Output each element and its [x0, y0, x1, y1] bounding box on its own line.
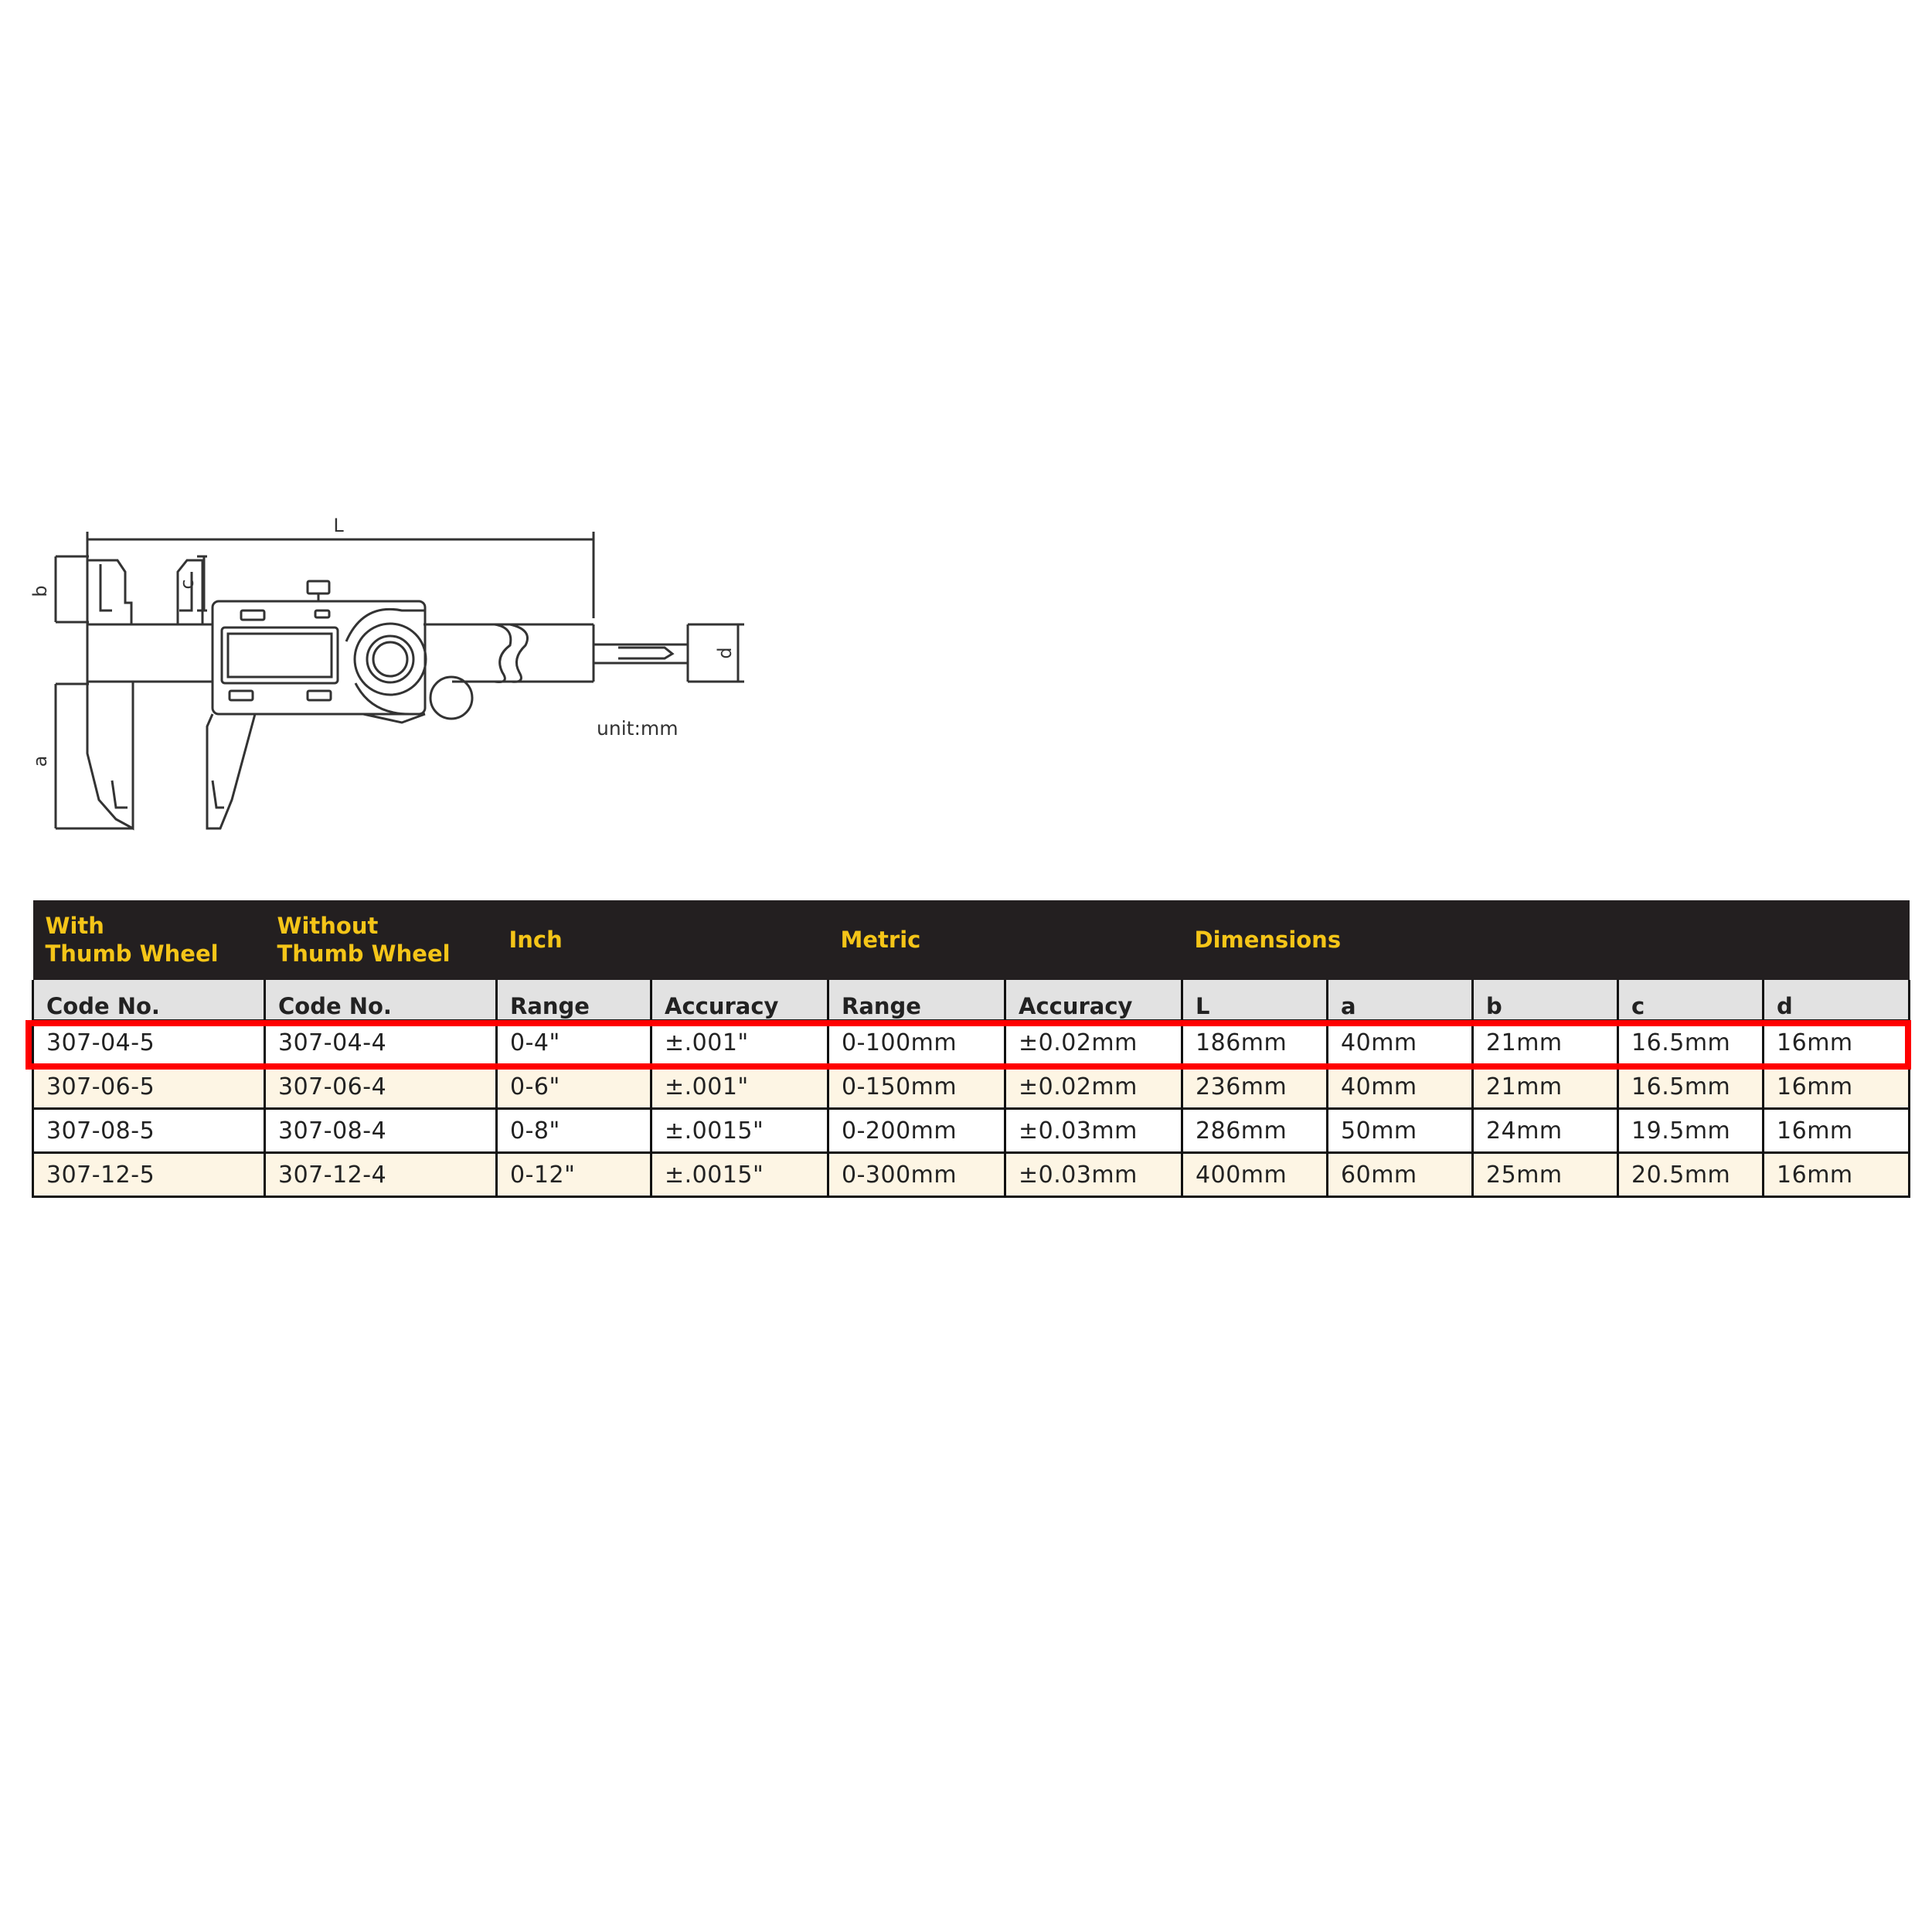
- subheader-dim-d: d: [1764, 980, 1910, 1021]
- subheader-dim-c: c: [1618, 980, 1764, 1021]
- table-row: [33, 1065, 1910, 1109]
- dimension-label-c: c: [176, 579, 198, 590]
- header-without-thumb-wheel: Without Thumb Wheel: [265, 900, 497, 980]
- dimension-label-d: d: [714, 647, 736, 659]
- cell-dim-c: 20.5mm: [1618, 1153, 1764, 1197]
- cell-dim-c: 16.5mm: [1618, 1065, 1764, 1109]
- cell-code-without: 307-06-4: [265, 1065, 497, 1109]
- cell-code-without: 307-08-4: [265, 1109, 497, 1153]
- cell-metric-range: 0-100mm: [828, 1021, 1005, 1065]
- dimension-label-L: L: [333, 515, 344, 536]
- cell-dim-d: 16mm: [1764, 1065, 1910, 1109]
- table-row: [33, 1153, 1910, 1197]
- header-dimensions: Dimensions: [1182, 900, 1910, 980]
- cell-dim-L: 186mm: [1182, 1021, 1328, 1065]
- cell-metric-accuracy: ±0.02mm: [1005, 1065, 1182, 1109]
- cell-inch-accuracy: ±.001": [651, 1065, 828, 1109]
- cell-dim-L: 400mm: [1182, 1153, 1328, 1197]
- group-header-row: [33, 900, 1910, 980]
- cell-code-with: 307-04-5: [33, 1021, 265, 1065]
- cell-code-without: 307-12-4: [265, 1153, 497, 1197]
- header-metric: Metric: [828, 900, 1182, 980]
- cell-metric-range: 0-150mm: [828, 1065, 1005, 1109]
- cell-dim-L: 236mm: [1182, 1065, 1328, 1109]
- subheader-inch-range: Range: [497, 980, 651, 1021]
- cell-metric-accuracy: ±0.02mm: [1005, 1021, 1182, 1065]
- subheader-metric-accuracy: Accuracy: [1005, 980, 1182, 1021]
- cell-dim-d: 16mm: [1764, 1021, 1910, 1065]
- cell-inch-accuracy: ±.0015": [651, 1109, 828, 1153]
- subheader-dim-a: a: [1328, 980, 1473, 1021]
- subheader-code-no-without: Code No.: [265, 980, 497, 1021]
- cell-inch-range: 0-6": [497, 1065, 651, 1109]
- cell-dim-c: 19.5mm: [1618, 1109, 1764, 1153]
- subheader-metric-range: Range: [828, 980, 1005, 1021]
- dimension-label-a: a: [29, 755, 51, 767]
- dimension-label-b: b: [29, 585, 51, 597]
- cell-dim-a: 50mm: [1328, 1109, 1473, 1153]
- header-inch: Inch: [497, 900, 828, 980]
- table-row: [33, 1109, 1910, 1153]
- cell-code-with: 307-08-5: [33, 1109, 265, 1153]
- header-with-thumb-wheel: With Thumb Wheel: [33, 900, 265, 980]
- cell-metric-range: 0-200mm: [828, 1109, 1005, 1153]
- cell-inch-range: 0-12": [497, 1153, 651, 1197]
- cell-inch-range: 0-8": [497, 1109, 651, 1153]
- subheader-inch-accuracy: Accuracy: [651, 980, 828, 1021]
- cell-dim-b: 24mm: [1473, 1109, 1618, 1153]
- cell-metric-accuracy: ±0.03mm: [1005, 1153, 1182, 1197]
- cell-dim-c: 16.5mm: [1618, 1021, 1764, 1065]
- cell-dim-a: 40mm: [1328, 1021, 1473, 1065]
- cell-dim-d: 16mm: [1764, 1109, 1910, 1153]
- cell-dim-b: 21mm: [1473, 1021, 1618, 1065]
- caliper-diagram: [0, 0, 850, 850]
- cell-code-with: 307-06-5: [33, 1065, 265, 1109]
- table-row: [33, 1021, 1910, 1065]
- cell-metric-range: 0-300mm: [828, 1153, 1005, 1197]
- cell-metric-accuracy: ±0.03mm: [1005, 1109, 1182, 1153]
- cell-dim-b: 21mm: [1473, 1065, 1618, 1109]
- cell-dim-b: 25mm: [1473, 1153, 1618, 1197]
- cell-inch-range: 0-4": [497, 1021, 651, 1065]
- sub-header-row: [33, 980, 1910, 1021]
- cell-code-without: 307-04-4: [265, 1021, 497, 1065]
- cell-inch-accuracy: ±.0015": [651, 1153, 828, 1197]
- unit-label: unit:mm: [597, 717, 679, 740]
- specifications-table: [32, 900, 1910, 1198]
- subheader-dim-L: L: [1182, 980, 1328, 1021]
- subheader-dim-b: b: [1473, 980, 1618, 1021]
- cell-inch-accuracy: ±.001": [651, 1021, 828, 1065]
- cell-dim-a: 60mm: [1328, 1153, 1473, 1197]
- cell-dim-a: 40mm: [1328, 1065, 1473, 1109]
- cell-dim-L: 286mm: [1182, 1109, 1328, 1153]
- cell-dim-d: 16mm: [1764, 1153, 1910, 1197]
- cell-code-with: 307-12-5: [33, 1153, 265, 1197]
- subheader-code-no-with: Code No.: [33, 980, 265, 1021]
